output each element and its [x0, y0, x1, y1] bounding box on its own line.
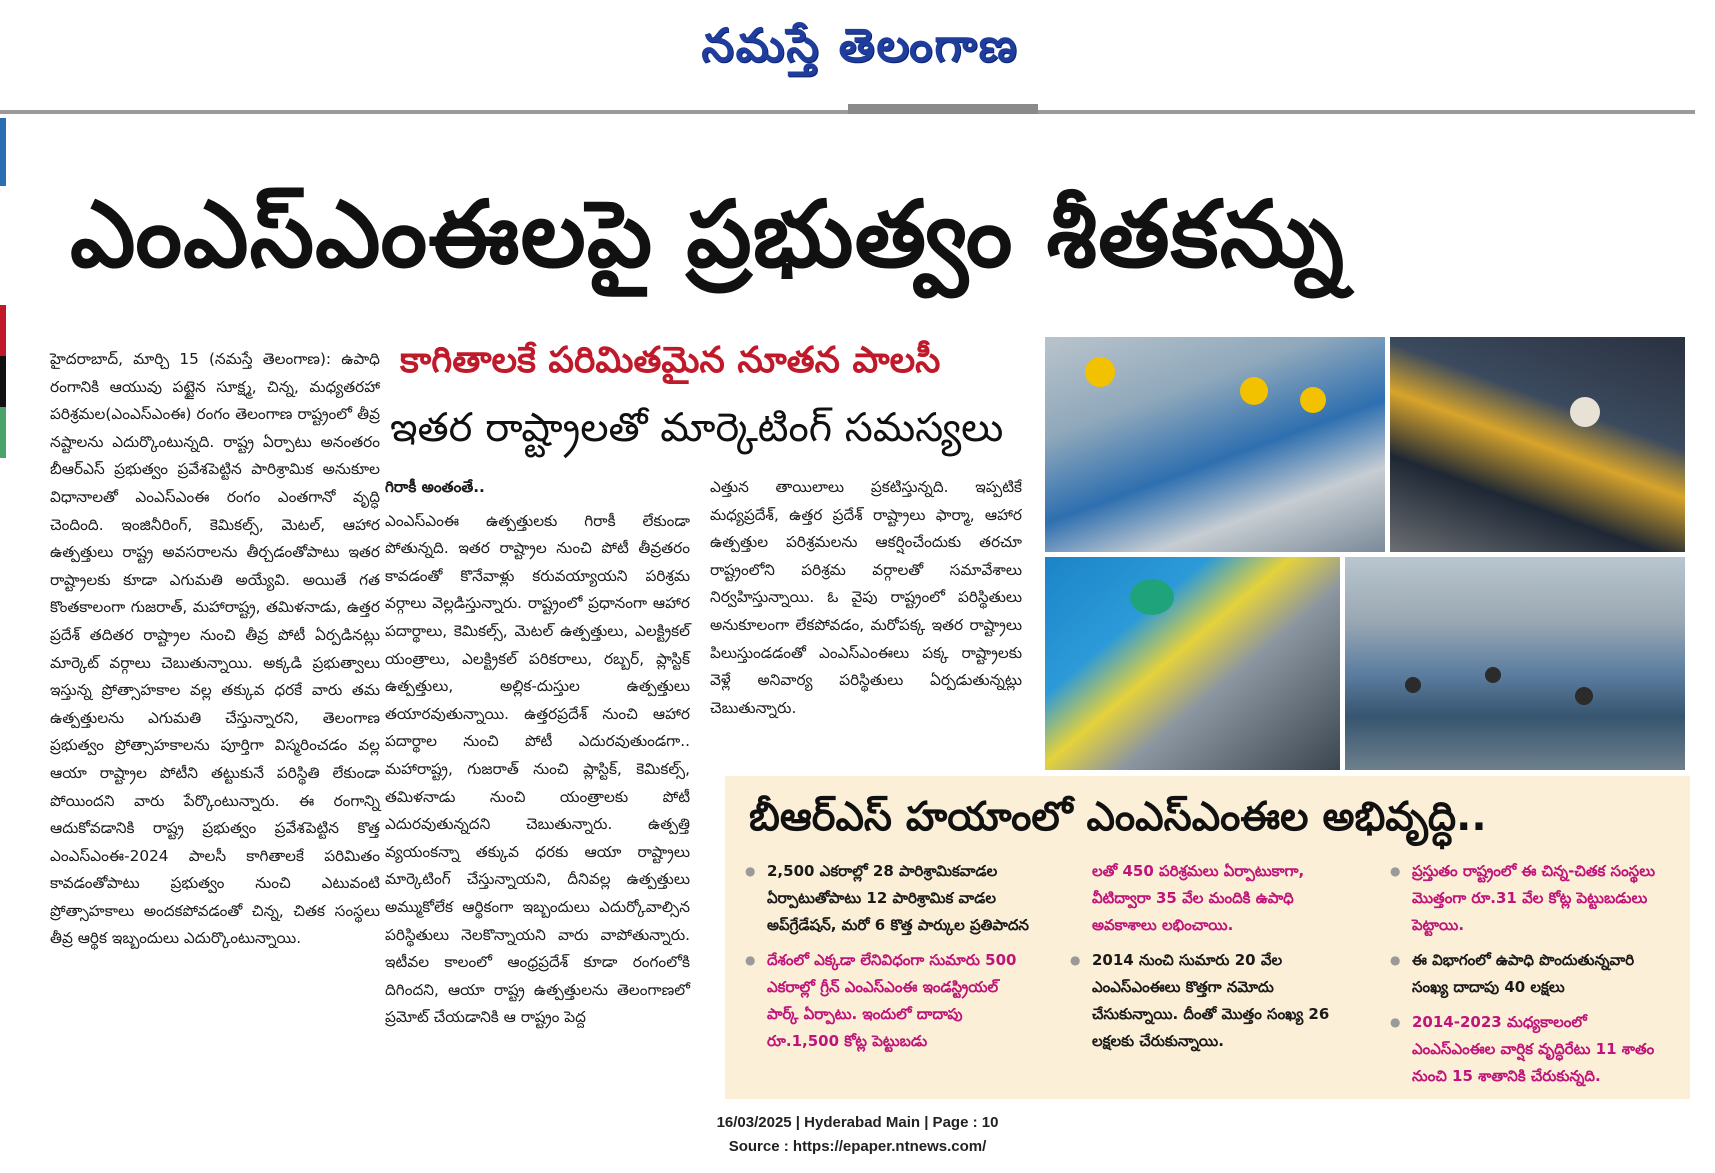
column-subheading: గిరాకీ అంతంతే.. [385, 478, 485, 496]
article-body-text: ఎంఎస్ఎంఈ ఉత్పత్తులకు గిరాకీ లేకుండా పోతున్నది. ఇతర రాష్ట్రాల నుంచి పోటీ తీవ్రతరం కావడంతో కొనేవాళ్లు కరువయ్యాయని పరిశ్రమ వర్గాలు వెల్లడిస్తున్నారు. రాష్ట్రంలో ప్రధానంగా ఆహార పదార్థాలు, కెమికల్స్, మెటల్ ఉత్పత్తులు, ఎలక్ట్రికల్ యంత్రాలు, ఎలక్ట్రికల్ పరికరాలు, రబ్బర్, ప్లాస్టిక్ ఉత్పత్తులు, అల్లిక-దుస్తుల ఉత్పత్తులు తయారవుతున్నాయి. ఉత్తరప్రదేశ్ నుంచి ఆహార పదార్థాల నుంచి పోటీ ఎదురవుతుండగా.. మహారాష్ట్ర, గుజరాత్ నుంచి ప్లాస్టిక్, కెమికల్స్, తమిళనాడు నుంచి యంత్రాలకు పోటీ ఎదురవుతున్నదని చెబుతున్నారు. ఉత్పత్తి వ్యయంకన్నా తక్కువ ధరకు ఆయా రాష్ట్రాలు మార్కెటింగ్ చేస్తున్నాయని, దీనివల్ల ఉత్పత్తులు అమ్ముకోలేక ఆర్థికంగా ఇబ్బందులు ఎదుర్కోవాల్సిన పరిస్థితులు నెలకొన్నాయని వారు వాపోతున్నారు. ఇటీవల కాలంలో ఆంధ్రప్రదేశ్ కూడా రంగంలోకి దిగిందని, ఆయా రాష్ట్ర ఉత్పత్తులను తెలంగాణలో ప్రమోట్ చేయడానికి ఆ రాష్ట్రం పెద్ద [385, 511, 690, 1027]
page-info: 16/03/2025 | Hyderabad Main | Page : 10 [716, 1114, 999, 1131]
article-column-3 [710, 474, 1022, 722]
highlight-item [1390, 947, 1675, 1001]
highlights-title: బీఆర్ఎస్ హయాంలో ఎంఎస్ఎంఈల అభివృద్ధి.. [749, 794, 1487, 840]
garment-factory-photo [1345, 557, 1685, 770]
assembly-worker-photo [1045, 557, 1340, 770]
highlights-column-1 [745, 858, 1030, 1063]
highlights-box [725, 776, 1690, 1099]
article-body-text: హైదరాబాద్, మార్చి 15 (నమస్తే తెలంగాణ): ఉపాధి రంగానికి ఆయువు పట్టైన సూక్ష్మ, చిన్న, మధ్యతరహా పరిశ్రమల(ఎంఎస్ఎంఈ) రంగం తెలంగాణ రాష్ట్రంలో తీవ్ర నష్టాలను ఎదుర్కొంటున్నది. రాష్ట్ర ఏర్పాటు అనంతరం బీఆర్ఎస్ ప్రభుత్వం ప్రవేశపెట్టిన పారిశ్రామిక అనుకూల విధానాలతో ఎంఎస్ఎంఈ రంగం ఎంతగానో వృద్ధి చెందింది. ఇంజినీరింగ్, కెమికల్స్, మెటల్, ఆహార ఉత్పత్తులు రాష్ట్ర అవసరాలను తీర్చడంతోపాటు ఇతర రాష్ట్రాలకు కూడా ఎగుమతి అయ్యేవి. అయితే గత కొంతకాలంగా గుజరాత్, మహారాష్ట్ర, తమిళనాడు, ఉత్తర ప్రదేశ్ తదితర రాష్ట్రాల నుంచి తీవ్ర పోటీ ఏర్పడినట్లు మార్కెట్ వర్గాలు చెబుతున్నాయి. అక్కడి ప్రభుత్వాలు ఇస్తున్న ప్రోత్సాహకాల వల్ల తక్కువ ధరకే వారు తమ ఉత్పత్తులను ఎగుమతి చేస్తున్నారని, తెలంగాణ ప్రభుత్వం ప్రోత్సాహకాలను పూర్తిగా విస్మరించడం వల్ల ఆయా రాష్ట్రాల పోటీని తట్టుకునే పరిస్థితి లేకుండా పోయిందని వారు పేర్కొంటున్నారు. ఈ రంగాన్ని ఆదుకోవడానికి రాష్ట్ర ప్రభుత్వం ప్రవేశపెట్టిన కొత్త ఎంఎస్ఎంఈ-2024 పాలసీ కాగితాలకే పరిమితం కావడంతోపాటు ప్రభుత్వం నుంచి ఎటువంటి ప్రోత్సాహకాలు అందకపోవడంతో చిన్న, చితక సంస్థలు తీవ్ర ఆర్థిక ఇబ్బందులు ఎదుర్కొంటున్నాయి. [50, 350, 380, 948]
highlight-item [1390, 1009, 1675, 1090]
factory-workers-photo [1045, 337, 1385, 552]
highlight-item [745, 858, 1030, 939]
masthead-rule-tab [848, 104, 1038, 114]
masthead [0, 0, 1715, 100]
highlight-text: 2014 నుంచి సుమారు 20 వేల ఎంఎస్ఎంఈలు కొత్తగా నమోదు చేసుకున్నాయి. దీంతో మొత్తం సంఖ్య 26 లక్షలకు చేరుకున్నాయి. [1092, 951, 1330, 1050]
article-subheadline-red: కాగితాలకే పరిమితమైన నూతన పాలసీ [400, 340, 941, 381]
highlight-item [1070, 858, 1355, 939]
article-body-text: ఎత్తున తాయిలాలు ప్రకటిస్తున్నది. ఇప్పటికే మధ్యప్రదేశ్, ఉత్తర ప్రదేశ్ రాష్ట్రాలు ఫార్మా, ఆహార ఉత్పత్తుల పరిశ్రమలను ఆకర్షించేందుకు తరచూ రాష్ట్రంలోని పరిశ్రమ వర్గాలతో సమావేశాలు నిర్వహిస్తున్నాయి. ఓ వైపు రాష్ట్రంలో పరిస్థితులు అనుకూలంగా లేకపోవడం, మరోపక్క ఇతర రాష్ట్రాలు పిలుస్తుండడంతో ఎంఎస్ఎంఈలు పక్క రాష్ట్రాలకు వెళ్లే అనివార్య పరిస్థితులు ఏర్పడుతున్నట్లు చెబుతున్నారు. [710, 478, 1022, 717]
highlight-text: ప్రస్తుతం రాష్ట్రంలో ఈ చిన్న-చితక సంస్థలు మొత్తంగా రూ.31 వేల కోట్ల పెట్టుబడులు పెట్టాయి. [1412, 862, 1656, 934]
machine-operator-photo [1390, 337, 1685, 552]
highlight-text: లతో 450 పరిశ్రమలు ఏర్పాటుకాగా, వీటిద్వారా 35 వేల మందికి ఉపాధి అవకాశాలు లభించాయి. [1092, 862, 1305, 934]
highlight-text: ఈ విభాగంలో ఉపాధి పొందుతున్నవారి సంఖ్య దాదాపు 40 లక్షలు [1412, 951, 1635, 996]
highlight-item [1390, 858, 1675, 939]
highlight-item [745, 947, 1030, 1055]
article-column-2 [385, 474, 690, 1032]
newspaper-logo: నమస్తే తెలంగాణ [701, 18, 1019, 72]
highlights-column-2 [1070, 858, 1355, 1063]
article-column-1 [50, 346, 380, 953]
adjacent-page-edge [0, 118, 6, 458]
highlights-column-3 [1390, 858, 1675, 1098]
highlight-item [1070, 947, 1355, 1055]
article-headline: ఎంఎస్ఎంఈలపై ప్రభుత్వం శీతకన్ను [70, 181, 1345, 288]
source-link[interactable]: Source : https://epaper.ntnews.com/ [728, 1138, 987, 1155]
article-subheadline: ఇతర రాష్ట్రాలతో మార్కెటింగ్ సమస్యలు [390, 405, 1004, 451]
highlight-text: 2,500 ఎకరాల్లో 28 పారిశ్రామికవాడల ఏర్పాటుతోపాటు 12 పారిశ్రామిక వాడల అప్‌గ్రేడేషన్, మరో 6 కొత్త పార్కుల ప్రతిపాదన [767, 862, 1029, 934]
highlight-text: దేశంలో ఎక్కడా లేనివిధంగా సుమారు 500 ఎకరాల్లో గ్రీన్ ఎంఎస్ఎంఈ ఇండస్ట్రియల్ పార్క్ ఏర్పాటు. ఇందులో దాదాపు రూ.1,500 కోట్ల పెట్టుబడు [767, 951, 1017, 1050]
highlight-text: 2014-2023 మధ్యకాలంలో ఎంఎస్ఎంఈల వార్షిక వృద్ధిరేటు 11 శాతం నుంచి 15 శాతానికి చేరుకున్నది. [1412, 1013, 1655, 1085]
photo-collage [1045, 337, 1685, 770]
